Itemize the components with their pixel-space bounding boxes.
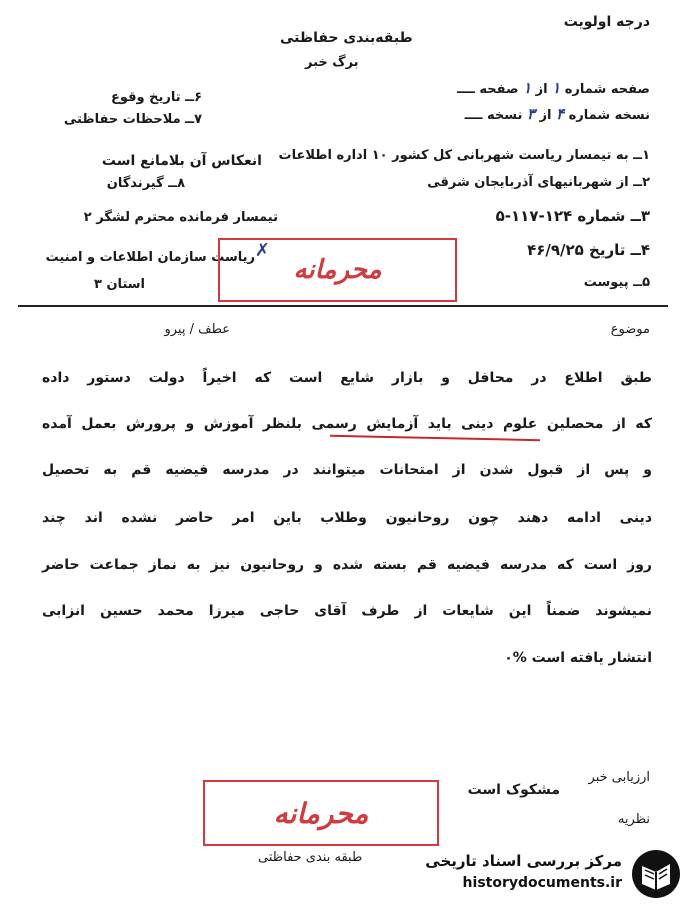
restriction-note: انعکاس آن بلامانع است bbox=[101, 153, 262, 169]
copy-number: ۴ bbox=[555, 105, 565, 123]
subject-reference: عطف / پیرو bbox=[164, 322, 230, 337]
copy-total: ۳ bbox=[526, 105, 535, 123]
body-line-1: طبق اطلاع در محافل و بازار شایع است که اخیراً دولت دستور داده bbox=[42, 370, 652, 386]
routing-from: ۲ــ از شهربانیهای آذربایجان شرقی bbox=[427, 175, 650, 190]
security-notes-label: ۷ــ ملاحظات حفاظتی bbox=[63, 112, 202, 127]
assessment-label: ارزیابی خبر bbox=[588, 770, 650, 785]
body-line-3: و پس از قبول شدن از امتحانات میتوانند در مدرسه فیضیه قم به تحصیل bbox=[42, 462, 652, 478]
page-total: ۱ bbox=[523, 79, 532, 97]
recipient-2: ریاست سازمان اطلاعات و امنیت bbox=[45, 250, 255, 265]
page-number: ۱ bbox=[552, 79, 561, 97]
assessment-value: مشکوک است bbox=[467, 782, 560, 798]
page-number-line: صفحه شماره ۱ از ۱ صفحه ــــ bbox=[457, 79, 650, 97]
body-line-5: روز است که مدرسه فیضیه قم بسته شده و روحانیون نیز به نماز جماعت حاضر bbox=[42, 557, 652, 573]
archive-url: historydocuments.ir bbox=[462, 875, 622, 891]
handwritten-x-mark: ✗ bbox=[254, 240, 270, 261]
top-classification: طبقه‌بندی حفاظتی bbox=[280, 30, 413, 46]
red-underline bbox=[330, 435, 540, 441]
body-line-6: نمیشوند ضمناً این شایعات از طرف آقای حاجی میرزا محمد حسین انزابی bbox=[42, 603, 652, 619]
copy-number-line: نسخه شماره ۴ از ۳ نسخه ــــ bbox=[464, 105, 650, 123]
archive-logo bbox=[630, 848, 682, 900]
recipient-3: استان ۳ bbox=[94, 277, 145, 292]
routing-number: ۳ــ شماره ۱۲۴-۱۱۷-۵ bbox=[495, 207, 650, 225]
book-icon bbox=[630, 848, 682, 900]
doc-type: برگ خبر bbox=[305, 55, 359, 70]
priority-label: درجه اولویت bbox=[563, 14, 650, 30]
header-divider bbox=[18, 305, 668, 307]
footer-classification: طبقه بندی حفاظتی bbox=[258, 850, 363, 865]
routing-date: ۴ــ تاریخ ۴۶/۹/۲۵ bbox=[527, 241, 650, 259]
subject-label: موضوع bbox=[610, 322, 650, 337]
event-date-label: ۶ــ تاریخ وقوع bbox=[111, 90, 202, 105]
body-line-4: دینی ادامه دهند چون روحانیون وطلاب باین امر حاضر نشده اند چند bbox=[42, 510, 652, 526]
opinion-label: نظریه bbox=[617, 812, 650, 827]
routing-attachment: ۵ــ پیوست bbox=[583, 275, 650, 290]
confidential-stamp-top: محرمانه bbox=[218, 238, 457, 302]
archive-name: مرکز بررسی اسناد تاریخی bbox=[425, 852, 622, 870]
routing-to: ۱ــ به تیمسار ریاست شهربانی کل کشور ۱۰ اداره اطلاعات bbox=[278, 148, 650, 163]
body-line-2: که از محصلین علوم دینی باید آزمایش رسمی بلنظر آموزش و پرورش بعمل آمده bbox=[42, 416, 652, 432]
recipients-label: ۸ــ گیرندگان bbox=[106, 176, 185, 191]
confidential-stamp-bottom: محرمانه bbox=[203, 780, 439, 846]
body-line-7: انتشار یافته است %۰ bbox=[504, 650, 652, 666]
recipient-1: تیمسار فرمانده محترم لشگر ۲ bbox=[83, 210, 278, 225]
